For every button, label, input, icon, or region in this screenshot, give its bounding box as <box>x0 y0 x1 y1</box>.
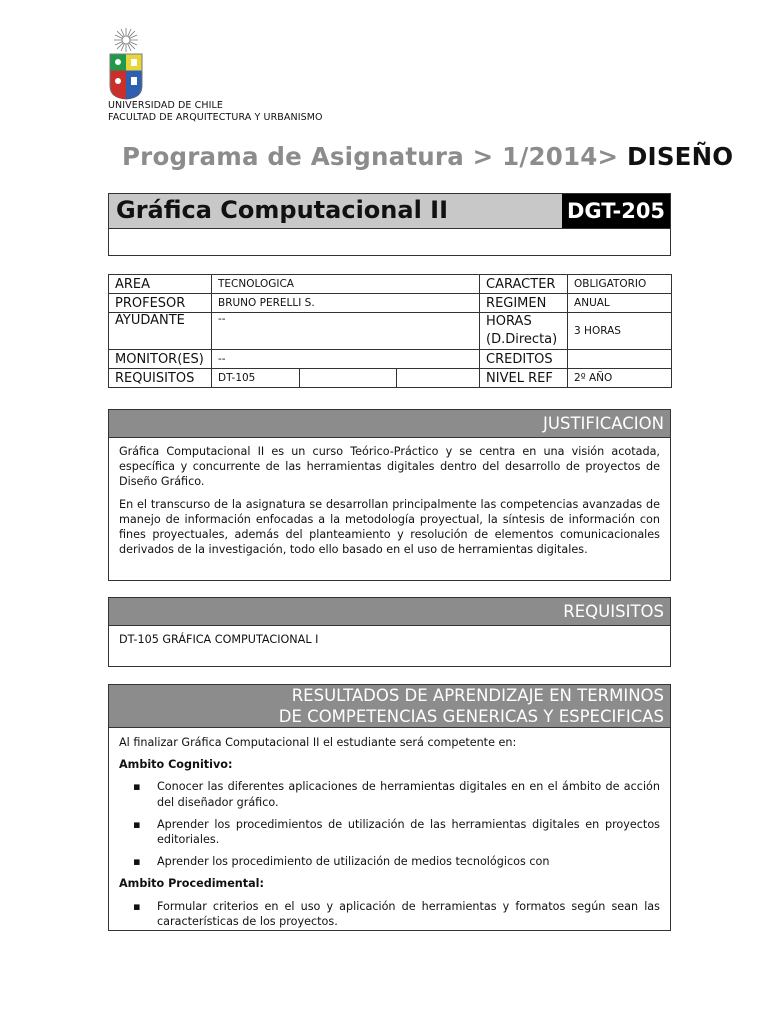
profesor-value: BRUNO PERELLI S. <box>212 294 480 313</box>
university-name: UNIVERSIDAD DE CHILE <box>108 100 223 111</box>
area-label: AREA <box>109 275 212 294</box>
table-row <box>109 369 672 388</box>
list-item <box>133 899 660 929</box>
table-row <box>109 313 672 350</box>
nivel-label: NIVEL REF <box>480 369 568 388</box>
requisitos-label: REQUISITOS <box>109 369 212 388</box>
requisitos-extra-cell <box>300 369 397 388</box>
justificacion-paragraph: En el transcurso de la asignatura se desarrollan principalmente las competencias avanzadas de manejo de información enfocadas a la metodología proyectual, la síntesis de información con fines proyectuales, además del planteamiento y resolución de elementos comunicacionales derivados de la investigación, todo ello basado en el uso de herramientas digitales. <box>119 497 660 557</box>
creditos-value <box>568 350 672 369</box>
resultados-heading-line: RESULTADOS DE APRENDIZAJE EN TERMINOS <box>291 686 664 705</box>
bullet-icon: ▪ <box>133 855 141 869</box>
justificacion-section <box>108 409 671 581</box>
regimen-label: REGIMEN <box>480 294 568 313</box>
monitor-label: MONITOR(ES) <box>109 350 212 369</box>
horas-label: HORAS (D.Directa) <box>480 313 568 350</box>
ayudante-value: -- <box>212 313 480 350</box>
list-item-text: Conocer las diferentes aplicaciones de herramientas digitales en en el ámbito de acción del diseñador gráfico. <box>157 780 660 809</box>
course-code: DGT-205 <box>562 194 670 229</box>
requisitos-value: DT-105 <box>212 369 300 388</box>
bullet-icon: ▪ <box>133 780 141 794</box>
course-name: Gráfica Computacional II <box>116 196 449 224</box>
course-info-table <box>108 274 672 388</box>
course-name-bar <box>109 194 562 229</box>
list-item-text: Aprender los procedimientos de utilización de las herramientas digitales en proyectos editoriales. <box>157 817 660 847</box>
list-item <box>133 779 660 809</box>
university-crest-logo <box>108 26 144 100</box>
nivel-value: 2º AÑO <box>568 369 672 388</box>
university-header <box>108 100 323 124</box>
requisitos-section <box>108 597 671 667</box>
caracter-label: CARACTER <box>480 275 568 294</box>
table-row <box>109 294 672 313</box>
justificacion-body <box>109 438 670 570</box>
regimen-value: ANUAL <box>568 294 672 313</box>
caracter-value: OBLIGATORIO <box>568 275 672 294</box>
creditos-label: CREDITOS <box>480 350 568 369</box>
monitor-value: -- <box>212 350 480 369</box>
faculty-name: FACULTAD DE ARQUITECTURA Y URBANISMO <box>108 112 323 123</box>
list-item-text: Aprender los procedimiento de utilización de medios tecnológicos con <box>157 855 550 869</box>
ambito-cognitivo-title: Ambito Cognitivo: <box>119 758 233 772</box>
bullet-icon: ▪ <box>133 817 141 831</box>
ambito-procedimental-title: Ambito Procedimental: <box>119 877 264 891</box>
justificacion-paragraph: Gráfica Computacional II es un curso Teórico-Práctico y se centra en una visión acotada, específica y concurrente de las herramientas digitales dentro del desarrollo de proyectos de Diseño Gráfico. <box>119 445 660 489</box>
justificacion-heading: JUSTIFICACION <box>109 410 670 438</box>
table-row <box>109 275 672 294</box>
bullet-icon: ▪ <box>133 899 141 913</box>
resultados-heading-line: DE COMPETENCIAS GENERICAS Y ESPECIFICAS <box>278 707 664 726</box>
program-area: DISEÑO <box>626 142 734 171</box>
area-value: TECNOLOGICA <box>212 275 480 294</box>
ambito-cognitivo-list <box>119 779 660 869</box>
ayudante-label: AYUDANTE <box>109 313 212 350</box>
requisitos-body <box>109 626 670 653</box>
table-row <box>109 350 672 369</box>
resultados-heading <box>109 685 670 728</box>
horas-value: 3 HORAS <box>568 313 672 350</box>
list-item-text: Formular criterios en el uso y aplicación de herramientas y formatos según sean las características de los proyectos. <box>157 899 660 928</box>
profesor-label: PROFESOR <box>109 294 212 313</box>
list-item <box>133 854 660 869</box>
requisitos-heading: REQUISITOS <box>109 598 670 626</box>
resultados-body <box>109 728 670 942</box>
list-item <box>133 817 660 847</box>
program-title-prefix: Programa de Asignatura > 1/2014> <box>122 142 619 171</box>
resultados-intro: Al finalizar Gráfica Computacional II el estudiante será competente en: <box>119 736 517 749</box>
requisitos-extra-cell <box>397 369 480 388</box>
course-title-box <box>108 193 671 256</box>
program-title <box>122 142 733 171</box>
resultados-section <box>108 684 671 931</box>
requisitos-text: DT-105 GRÁFICA COMPUTACIONAL I <box>119 633 319 646</box>
ambito-procedimental-list <box>119 899 660 929</box>
